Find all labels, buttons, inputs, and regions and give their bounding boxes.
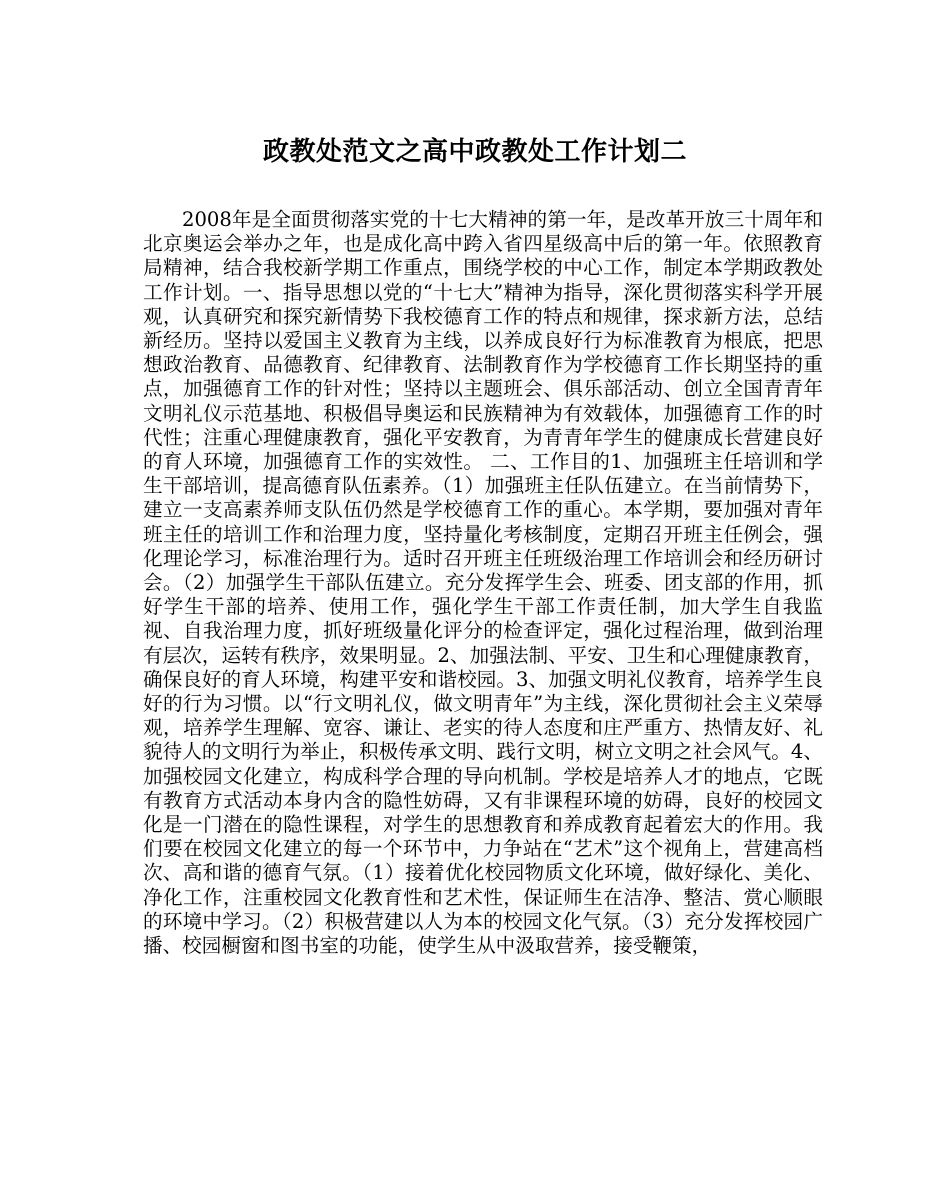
- document-body-paragraph: 2008年是全面贯彻落实党的十七大精神的第一年，是改革开放三十周年和北京奥运会举办之年，也是成化高中跨入省四星级高中后的第一年。依照教育局精神，结合我校新学期工作重点，围绕学校的中心工作，制定本学期政教处工作计划。一、指导思想以党的“十七大”精神为指导，深化贯彻落实科学开展观，认真研究和探究新情势下我校德育工作的特点和规律，探求新方法，总结新经历。坚持以爱国主义教育为主线，以养成良好行为标准教育为根底，把思想政治教育、品德教育、纪律教育、法制教育作为学校德育工作长期坚持的重点，加强德育工作的针对性；坚持以主题班会、俱乐部活动、创立全国青青年文明礼仪示范基地、积极倡导奥运和民族精神为有效载体，加强德育工作的时代性；注重心理健康教育，强化平安教育，为青青年学生的健康成长营建良好的育人环境，加强德育工作的实效性。 二、工作目的1、加强班主任培训和学生干部培训，提高德育队伍素养。（1）加强班主任队伍建立。在当前情势下，建立一支高素养师支队伍仍然是学校德育工作的重心。本学期，要加强对青年班主任的培训工作和治理力度，坚持量化考核制度，定期召开班主任例会，强化理论学习，标准治理行为。适时召开班主任班级治理工作培训会和经历研讨会。（2）加强学生干部队伍建立。充分发挥学生会、班委、团支部的作用，抓好学生干部的培养、使用工作，强化学生干部工作责任制，加大学生自我监视、自我治理力度，抓好班级量化评分的检查评定，强化过程治理，做到治理有层次，运转有秩序，效果明显。2、加强法制、平安、卫生和心理健康教育，确保良好的育人环境，构建平安和谐校园。3、加强文明礼仪教育，培养学生良好的行为习惯。以“行文明礼仪，做文明青年”为主线，深化贯彻社会主义荣辱观，培养学生理解、宽容、谦让、老实的待人态度和庄严重方、热情友好、礼貌待人的文明行为举止，积极传承文明、践行文明，树立文明之社会风气。4、加强校园文化建立，构成科学合理的导向机制。学校是培养人才的地点，它既有教育方式活动本身内含的隐性妨碍，又有非课程环境的妨碍，良好的校园文化是一门潜在的隐性课程，对学生的思想教育和养成教育起着宏大的作用。我们要在校园文化建立的每一个环节中，力争站在“艺术”这个视角上，营建高档次、高和谐的德育气氛。（1）接着优化校园物质文化环境，做好绿化、美化、净化工作，注重校园文化教育性和艺术性，保证师生在洁净、整洁、赏心顺眼的环境中学习。（2）积极营建以人为本的校园文化气氛。（3）充分发挥校园广播、校园橱窗和图书室的功能，使学生从中汲取营养，接受鞭策，: [143, 208, 823, 958]
- document-title: 政教处范文之高中政教处工作计划二: [262, 137, 687, 167]
